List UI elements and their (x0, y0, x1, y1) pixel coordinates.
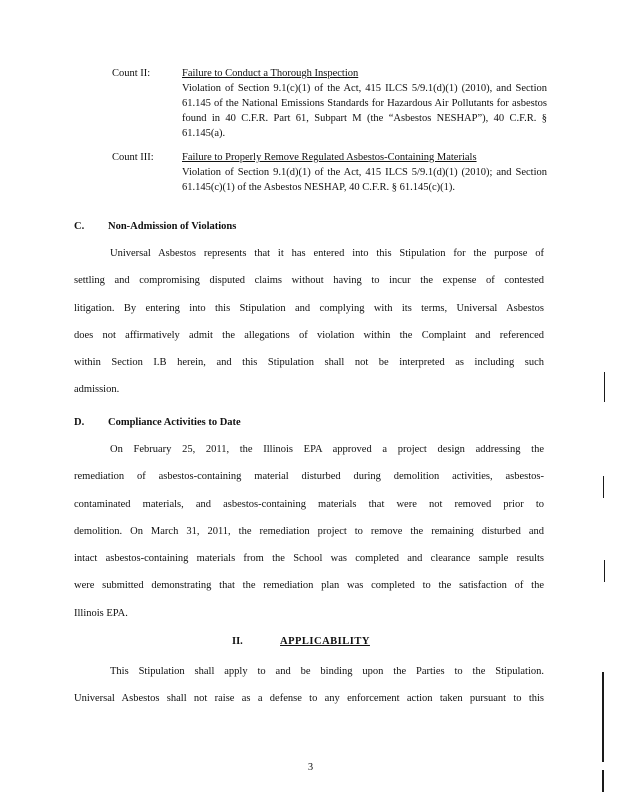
scan-artifact (603, 476, 604, 498)
text-line: On February 25, 2011, the Illinois EPA approved a project design addressing the (110, 444, 544, 455)
count-text: Violation of Section 9.1(d)(1) of the Act, 415 ILCS 5/9.1(d)(1) (2010); and Section 61.145(c)(1) of the Asbestos NESHAP, 40 C.F.R. § 61.145(c)(1). (182, 167, 547, 193)
text-line: remediation of asbestos-containing material disturbed during demolition activities, asbestos- (74, 471, 544, 483)
text-line: were submitted demonstrating that the remediation plan was completed to the satisfaction of the (74, 580, 544, 592)
text-line: Illinois EPA. (74, 607, 128, 619)
text-line: intact asbestos-containing materials from the School was completed and clearance sample results (74, 553, 544, 565)
count-label: Count II: (112, 68, 151, 79)
page-number: 3 (307, 762, 314, 773)
section-d-paragraph (74, 436, 544, 627)
section-letter: D. (74, 417, 85, 428)
text-line: Universal Asbestos represents that it has entered into this Stipulation for the purpose of (110, 248, 544, 259)
section-title: APPLICABILITY (280, 636, 370, 647)
text-line: within Section I.B herein, and this Stipulation shall not be interpreted as including such (74, 357, 544, 369)
count-label: Count III: (112, 152, 154, 163)
scan-artifact (602, 672, 604, 762)
count-body (182, 150, 547, 195)
text-line: admission. (74, 384, 120, 396)
section-title: Non-Admission of Violations (108, 221, 237, 232)
section-ii-paragraph (74, 658, 544, 713)
scan-artifact (602, 770, 604, 792)
section-title: Compliance Activities to Date (108, 417, 241, 428)
text-line: Universal Asbestos shall not raise as a defense to any enforcement action taken pursuant to this (74, 693, 544, 705)
scan-artifact (604, 560, 605, 582)
text-line: litigation. By entering into this Stipulation and complying with its terms, Universal Asbestos (74, 302, 544, 314)
count-text: Violation of Section 9.1(c)(1) of the Act, 415 ILCS 5/9.1(d)(1) (2010), and Section 61.145 of the National Emissions Standards for Hazardous Air Pollutants for asbestos found in 40 C.F.R. Part 61, Subpart M (the “Asbestos NESHAP”), 40 C.F.R. § 61.145(a). (182, 83, 547, 139)
text-line: contaminated materials, and asbestos-containing materials that were not removed prior to (74, 498, 544, 510)
count-title: Failure to Conduct a Thorough Inspection (182, 68, 359, 79)
section-c-paragraph (74, 240, 544, 404)
text-line: demolition. On March 31, 2011, the remediation project to remove the remaining disturbed and (74, 525, 544, 537)
text-line: This Stipulation shall apply to and be binding upon the Parties to the Stipulation. (110, 666, 544, 677)
count-title: Failure to Properly Remove Regulated Asbestos-Containing Materials (182, 152, 477, 163)
section-number: II. (232, 636, 243, 647)
text-line: does not affirmatively admit the allegations of violation within the Complaint and referenced (74, 329, 544, 341)
text-line: settling and compromising disputed claims without having to incur the expense of contested (74, 275, 544, 287)
scan-artifact (604, 372, 605, 402)
count-body (182, 66, 547, 141)
section-letter: C. (74, 221, 85, 232)
